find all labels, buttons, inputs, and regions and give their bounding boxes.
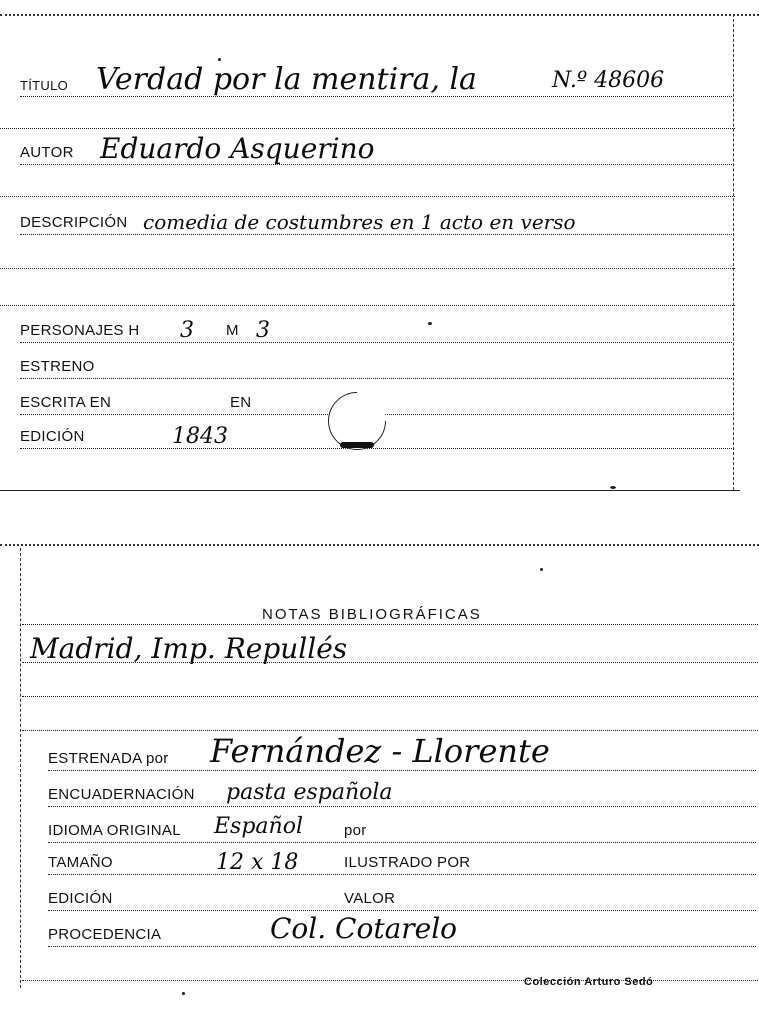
encuadernacion-label: ENCUADERNACIÓN — [48, 786, 195, 803]
idioma-value: Español — [214, 814, 303, 839]
edicion-label: EDICIÓN — [20, 428, 85, 445]
tamano-value: 12 x 18 — [216, 850, 299, 875]
valor-label: VALOR — [344, 890, 396, 907]
rule-notas-3 — [22, 730, 758, 731]
escrita-en-en-label: EN — [230, 394, 252, 411]
autor-value: Eduardo Asquerino — [100, 132, 375, 165]
idioma-label: IDIOMA ORIGINAL — [48, 822, 181, 839]
titulo-label: TÍTULO — [20, 78, 69, 93]
personajes-m-label: M — [226, 322, 239, 339]
rule-encuadernacion — [48, 806, 756, 807]
encuadernacion-value: pasta española — [226, 780, 393, 805]
rule-autor-2 — [0, 196, 735, 197]
rule-titulo-2 — [0, 128, 735, 129]
rule-edicion-back — [48, 910, 756, 911]
rule-descripcion — [20, 234, 732, 235]
card-bottom-edge — [0, 490, 740, 491]
rule-estrenada — [48, 770, 756, 771]
collection-footer: Colección Arturo Sedó — [524, 976, 654, 988]
ink-speck — [182, 992, 185, 995]
rule-autor — [20, 164, 732, 165]
ink-speck — [218, 58, 221, 61]
descripcion-label: DESCRIPCIÓN — [20, 214, 128, 231]
card-top-border — [0, 544, 759, 546]
ink-speck — [610, 486, 616, 489]
ink-speck — [428, 322, 432, 325]
rule-notas-1 — [22, 662, 758, 663]
descripcion-value: comedia de costumbres en 1 acto en verso — [143, 210, 576, 234]
autor-label: AUTOR — [20, 144, 74, 161]
estrenada-value: Fernández - Llorente — [210, 732, 550, 770]
card-left-edge — [20, 548, 21, 988]
rule-titulo — [20, 96, 732, 97]
personajes-h-value: 3 — [180, 318, 194, 343]
rule-idioma — [48, 842, 756, 843]
rule-edicion — [20, 448, 732, 449]
rule-heading — [22, 624, 758, 625]
rule-personajes — [20, 342, 732, 343]
notas-heading: NOTAS BIBLIOGRÁFICAS — [262, 606, 482, 623]
catalog-card-front — [0, 0, 759, 495]
catalog-card-back — [0, 538, 759, 1028]
titulo-number: N.º 48606 — [552, 68, 665, 93]
card-right-edge — [733, 14, 734, 490]
idioma-por-label: por — [344, 822, 367, 839]
back-edicion-label: EDICIÓN — [48, 890, 113, 907]
rule-procedencia — [48, 946, 756, 947]
edicion-value: 1843 — [172, 424, 228, 449]
rule-descripcion-3 — [0, 305, 735, 306]
personajes-m-value: 3 — [256, 318, 270, 343]
estrenada-label: ESTRENADA por — [48, 750, 169, 767]
rule-estreno — [20, 378, 732, 379]
titulo-value: Verdad por la mentira, la — [96, 62, 477, 97]
card-top-border — [0, 14, 759, 16]
ink-speck — [540, 568, 543, 571]
rule-descripcion-2 — [0, 268, 735, 269]
notas-value: Madrid, Imp. Repullés — [30, 632, 348, 665]
escrita-en-label: ESCRITA EN — [20, 394, 112, 411]
procedencia-value: Col. Cotarelo — [270, 912, 458, 945]
punch-hole-shadow — [340, 442, 374, 448]
punch-hole — [316, 380, 398, 462]
personajes-label: PERSONAJES H — [20, 322, 140, 339]
rule-notas-2 — [22, 696, 758, 697]
estreno-label: ESTRENO — [20, 358, 95, 375]
procedencia-label: PROCEDENCIA — [48, 926, 162, 943]
rule-tamano — [48, 874, 756, 875]
ilustrado-label: ILUSTRADO POR — [344, 854, 471, 871]
tamano-label: TAMAÑO — [48, 854, 113, 871]
